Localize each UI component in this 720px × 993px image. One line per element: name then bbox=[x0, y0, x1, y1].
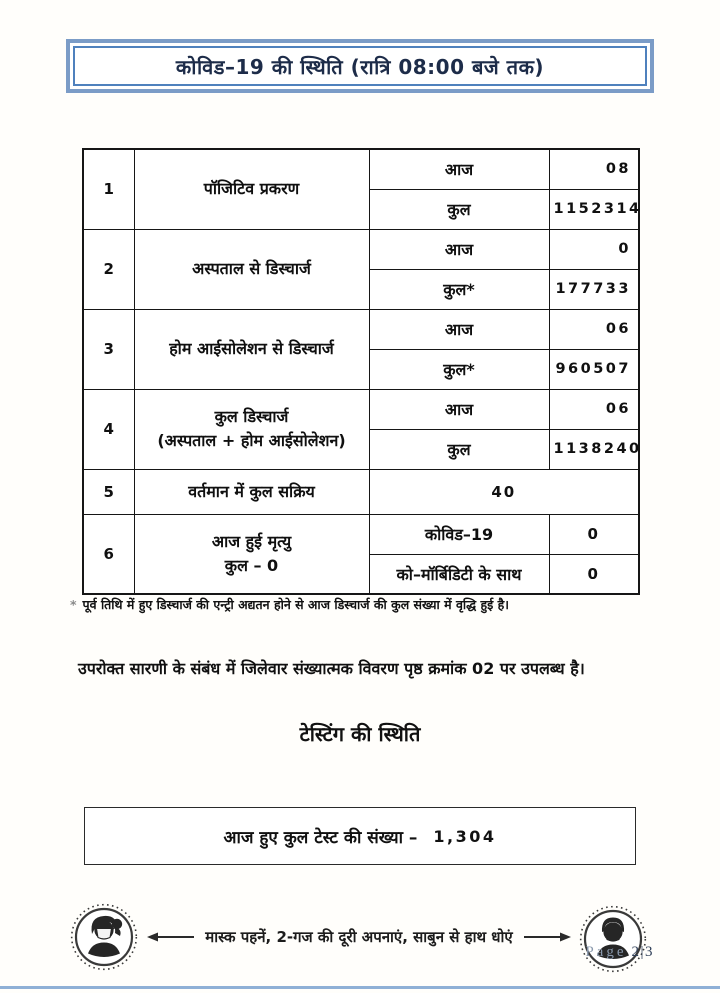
table-row bbox=[83, 229, 639, 269]
row4-total-value: 1138240 bbox=[549, 429, 639, 469]
page-number-label: Page bbox=[585, 944, 627, 960]
row2-description: अस्पताल से डिस्चार्ज bbox=[134, 229, 369, 309]
row4-description-line1: कुल डिस्चार्ज bbox=[214, 407, 289, 426]
row1-number: 1 bbox=[83, 149, 134, 229]
testing-section-heading: टेस्टिंग की स्थिति bbox=[299, 722, 421, 746]
footnote bbox=[70, 597, 658, 614]
covid-status-table bbox=[82, 148, 640, 595]
bottom-border-rule bbox=[0, 986, 720, 989]
table-row bbox=[83, 514, 639, 554]
row4-total-label: कुल bbox=[369, 429, 549, 469]
row4-today-value: 06 bbox=[549, 389, 639, 429]
row6-description bbox=[134, 514, 369, 594]
row1-total-label: कुल bbox=[369, 189, 549, 229]
report-title: कोविड–19 की स्थिति (रात्रि 08:00 बजे तक) bbox=[175, 54, 545, 79]
row3-description: होम आईसोलेशन से डिस्चार्ज bbox=[134, 309, 369, 389]
row5-number: 5 bbox=[83, 469, 134, 514]
masked-female-icon bbox=[70, 903, 138, 971]
row4-description bbox=[134, 389, 369, 469]
row4-number: 4 bbox=[83, 389, 134, 469]
row1-total-value: 1152314 bbox=[549, 189, 639, 229]
district-detail-note: उपरोक्त सारणी के संबंध में जिलेवार संख्यात्मक विवरण पृष्ठ क्रमांक 02 पर उपलब्ध है। bbox=[78, 659, 585, 678]
row3-total-value: 960507 bbox=[549, 349, 639, 389]
row6-comorbidity-label: को–मॉर्बिडिटी के साथ bbox=[369, 554, 549, 594]
row4-today-label: आज bbox=[369, 389, 549, 429]
total-tests-box bbox=[84, 807, 636, 865]
report-title-box bbox=[66, 39, 654, 93]
footnote-text: पूर्व तिथि में हुए डिस्चार्ज की एन्ट्री अद्यतन होने से आज डिस्चार्ज की कुल संख्या में वृद्धि हुई है। bbox=[82, 597, 509, 612]
row2-total-value: 177733 bbox=[549, 269, 639, 309]
banner-message: मास्क पहनें, 2-गज की दूरी अपनाएं, साबुन से हाथ धोएं bbox=[205, 928, 513, 946]
row3-today-label: आज bbox=[369, 309, 549, 349]
asterisk-icon: * bbox=[70, 597, 77, 612]
row6-description-line1: आज हुई मृत्यु bbox=[211, 531, 292, 551]
row3-today-value: 06 bbox=[549, 309, 639, 349]
page-number-value: 2|3 bbox=[631, 944, 654, 960]
row2-today-value: 0 bbox=[549, 229, 639, 269]
row6-covid-value: 0 bbox=[549, 514, 639, 554]
table-row bbox=[83, 469, 639, 514]
row1-today-label: आज bbox=[369, 149, 549, 189]
masked-male-icon bbox=[579, 905, 647, 973]
row6-description-line2: कुल – 0 bbox=[224, 555, 279, 575]
page-number bbox=[585, 944, 654, 961]
total-tests-label: आज हुए कुल टेस्ट की संख्या – bbox=[223, 827, 418, 848]
table-row bbox=[83, 389, 639, 429]
arrow-left-icon bbox=[147, 931, 195, 943]
row2-total-label: कुल* bbox=[369, 269, 549, 309]
row6-covid-label: कोविड–19 bbox=[369, 514, 549, 554]
report-title-inner-frame bbox=[73, 46, 647, 86]
row5-description: वर्तमान में कुल सक्रिय bbox=[134, 469, 369, 514]
row2-number: 2 bbox=[83, 229, 134, 309]
table-row bbox=[83, 149, 639, 189]
row5-active-value: 40 bbox=[369, 469, 639, 514]
row1-description: पॉजिटिव प्रकरण bbox=[134, 149, 369, 229]
table-row bbox=[83, 309, 639, 349]
row6-number: 6 bbox=[83, 514, 134, 594]
row1-today-value: 08 bbox=[549, 149, 639, 189]
row6-comorbidity-value: 0 bbox=[549, 554, 639, 594]
row3-total-label: कुल* bbox=[369, 349, 549, 389]
row3-number: 3 bbox=[83, 309, 134, 389]
arrow-right-icon bbox=[523, 931, 571, 943]
row4-description-line2: (अस्पताल + होम आईसोलेशन) bbox=[157, 431, 346, 450]
row2-today-label: आज bbox=[369, 229, 549, 269]
banner-message-group bbox=[138, 903, 580, 971]
total-tests-value: 1,304 bbox=[433, 826, 497, 846]
